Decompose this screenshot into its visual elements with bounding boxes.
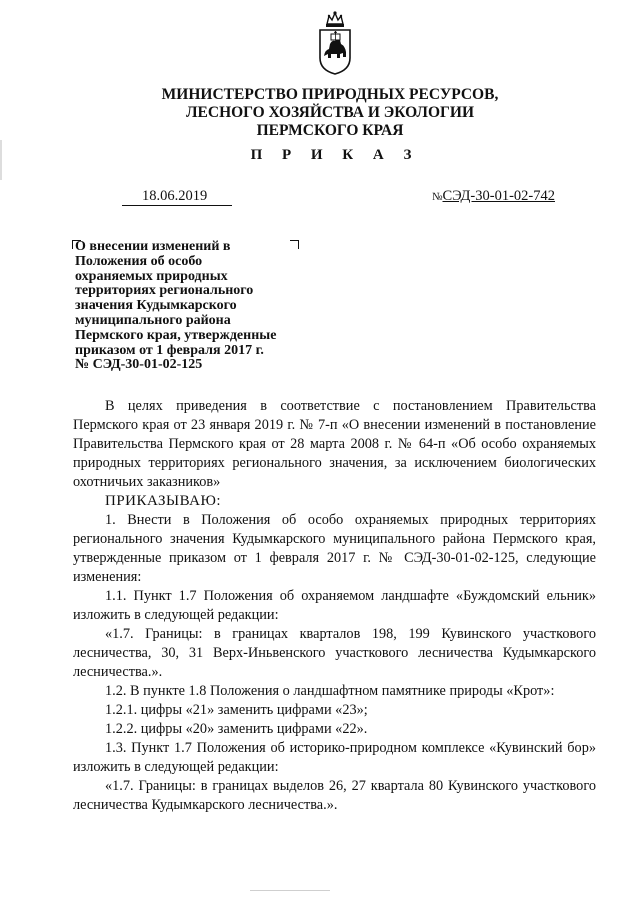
number-sign: № [432, 191, 443, 203]
item-1-2-2-paragraph: 1.2.2. цифры «20» заменить цифрами «22». [105, 721, 368, 737]
scan-edge-mark [0, 140, 2, 180]
coat-of-arms-icon [316, 10, 354, 76]
subject-line: приказом от 1 февраля 2017 г. [75, 342, 264, 358]
document-number-value: СЭД-30-01-02-742 [442, 188, 555, 204]
item-1-3-text-paragraph: «1.7. Границы: в границах выделов 26, 27 квартала 80 Кувинского участкового лесничества Кудымкарского лесничества.». [73, 778, 596, 813]
ministry-line-1: МИНИСТЕРСТВО ПРИРОДНЫХ РЕСУРСОВ, [161, 86, 499, 103]
subject-line: Положения об особо [75, 253, 203, 269]
document-date-value: 18.06.2019 [142, 188, 208, 204]
item-1-paragraph: 1. Внести в Положения об особо охраняемых природных территориях регионального значения Кудымкарского муниципального района Пермского края, утвержденные приказом от 1 февраля 2017 г. № СЭД-30-01-02-125, следующие изменения: [73, 512, 596, 585]
document-body [73, 397, 596, 815]
ministry-line-2: ЛЕСНОГО ХОЗЯЙСТВА И ЭКОЛОГИИ [185, 104, 475, 121]
item-1-1-paragraph: 1.1. Пункт 1.7 Положения об охраняемом ландшафте «Буждомский ельник» изложить в следующей редакции: [73, 588, 596, 623]
item-1-2-paragraph: 1.2. В пункте 1.8 Положения о ландшафтном памятнике природы «Крот»: [105, 683, 555, 699]
ministry-line-3: ПЕРМСКОГО КРАЯ [256, 122, 404, 139]
scan-bottom-mark [250, 890, 330, 891]
item-1-1-text-paragraph: «1.7. Границы: в границах кварталов 198, 199 Кувинского участкового лесничества, 30, 31 Верх-Иньвенского участкового лесничества Кудымкарского лесничества.». [73, 626, 596, 680]
subject-line: Пермского края, утвержденные [75, 327, 277, 343]
preamble-paragraph: В целях приведения в соответствие с постановлением Правительства Пермского края от 23 января 2019 г. № 7-п «О внесении изменений в постановление Правительства Пермского края от 28 марта 2008 г. № 64-п «Об особо охраняемых природных территориях регионального значения, за исключением биологических охотничьих заказников» [73, 398, 596, 490]
item-1-3-paragraph: 1.3. Пункт 1.7 Положения об историко-природном комплексе «Кувинский бор» изложить в следующей редакции: [73, 740, 596, 775]
subject-line: О внесении изменений в [75, 239, 231, 254]
subject-line: № СЭД-30-01-02-125 [75, 357, 203, 373]
document-type-title: П Р И К А З [250, 147, 420, 163]
document-date [122, 188, 232, 206]
document-number [432, 188, 555, 206]
subject-line: территориях регионального [75, 283, 254, 299]
document-subject [75, 240, 315, 373]
order-word: ПРИКАЗЫВАЮ: [105, 493, 222, 509]
subject-line: муниципального района [75, 312, 231, 328]
item-1-2-1-paragraph: 1.2.1. цифры «21» заменить цифрами «23»; [105, 702, 368, 718]
subject-line: значения Кудымкарского [75, 298, 237, 314]
ministry-name [120, 86, 540, 140]
subject-line: охраняемых природных [75, 268, 228, 284]
